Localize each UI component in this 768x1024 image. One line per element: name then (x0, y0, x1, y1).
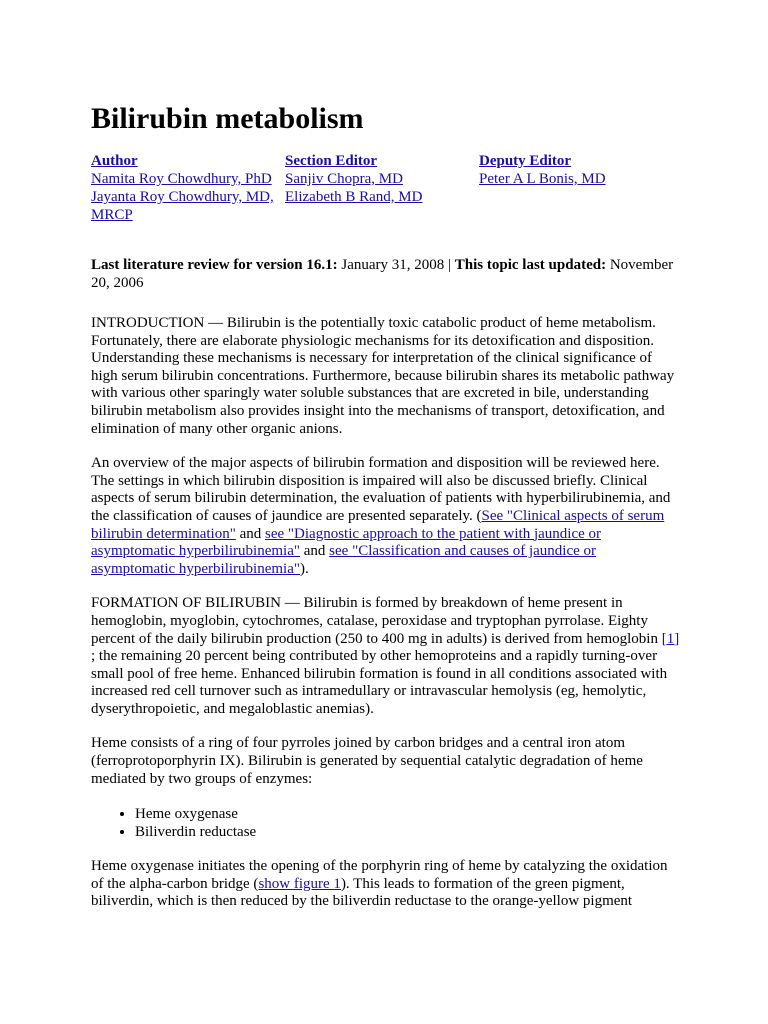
intro-paragraph: INTRODUCTION — Bilirubin is the potentially toxic catabolic product of heme metabolism. Fortunately, there are elaborate physiologic mechanisms for its detoxification and disposition. Understanding these mechanisms is necessary for interpretation of the clinical significance of high serum bilirubin concentrations. Furthermore, because bilirubin shares its metabolic pathway with various other sparingly water soluble substances that are excreted in bile, understanding bilirubin metabolism also provides insight into the mechanisms of transport, detoxification, and elimination of many other organic anions. (91, 315, 675, 437)
section-editor-column (285, 152, 479, 224)
diagnostic-approach-link[interactable]: see "Diagnostic approach to the patient with jaundice or asymptomatic hyperbilirubinemia" (91, 525, 602, 560)
overview-and-2: and (300, 543, 330, 560)
updated-date: November 20, 2006 (91, 257, 674, 291)
overview-paragraph (91, 455, 681, 578)
deputy-editor-column (479, 152, 673, 224)
formation-text-b: ; the remaining 20 percent being contributed by other hemoproteins and a rapidly turning-over small pool of free heme. Enhanced bilirubin formation is found in all conditions associated with increased red cell turnover such as intramedullary or intravascular hemolysis (eg, hemolytic, dyserythropoietic, and megaloblastic anemias). (91, 648, 668, 717)
oxygenase-text-a: Heme oxygenase initiates the opening of the porphyrin ring of heme by catalyzing the oxidation of the alpha-carbon bridge ( (91, 858, 668, 892)
overview-text: An overview of the major aspects of bilirubin formation and disposition will be reviewed here. The settings in which bilirubin disposition is impaired will also be discussed briefly. Clinical aspects of serum bilirubin determination, the evaluation of patients with hyperbilirubinemia, and the classification of causes of jaundice are presented separately. ( (91, 455, 671, 524)
updated-label: This topic last updated: (454, 257, 607, 273)
formation-paragraph (91, 595, 681, 718)
page-title: Bilirubin metabolism (91, 102, 364, 135)
review-separator: | (444, 257, 455, 273)
section-editor-heading-link[interactable]: Section Editor (285, 153, 378, 169)
review-date: January 31, 2008 (337, 257, 445, 273)
list-item: • Heme oxygenase (135, 805, 681, 823)
reference-1-link[interactable]: [1] (661, 630, 680, 647)
section-editor-link-2[interactable]: Elizabeth B Rand, MD (285, 189, 423, 205)
author-link-1[interactable]: Namita Roy Chowdhury, PhD (91, 171, 272, 187)
formation-text-a: FORMATION OF BILIRUBIN — Bilirubin is formed by breakdown of heme present in hemoglobin, myoglobin, cytochromes, catalase, peroxidase and tryptophan pyrrolase. Eighty percent of the daily bilirubin production (250 to 400 mg in adults) is derived from hemoglobin (91, 595, 662, 647)
deputy-editor-link-1[interactable]: Peter A L Bonis, MD (479, 171, 606, 187)
overview-end: ). (300, 560, 309, 577)
enzyme-list (91, 805, 681, 841)
author-heading-link[interactable]: Author (91, 153, 138, 169)
editor-block (91, 152, 681, 224)
document-page (91, 100, 681, 928)
heme-paragraph: Heme consists of a ring of four pyrroles joined by carbon bridges and a central iron atom (ferroprotoporphyrin IX). Bilirubin is generated by sequential catalytic degradation of heme mediated by two groups of enzymes: (91, 735, 643, 787)
list-item: • Biliverdin reductase (135, 823, 681, 841)
oxygenase-text-b: ). This leads to formation of the green pigment, biliverdin, which is then reduced by the biliverdin reductase to the orange-yellow pigment (91, 875, 633, 910)
author-link-2[interactable]: Jayanta Roy Chowdhury, MD, MRCP (91, 189, 274, 223)
section-editor-link-1[interactable]: Sanjiv Chopra, MD (285, 171, 403, 187)
review-label: Last literature review for version 16.1: (91, 257, 338, 273)
deputy-editor-heading-link[interactable]: Deputy Editor (479, 153, 572, 169)
clinical-aspects-link[interactable]: See "Clinical aspects of serum bilirubin determination" (91, 507, 665, 542)
overview-and-1: and (235, 525, 266, 542)
review-info (91, 256, 681, 292)
classification-link[interactable]: see "Classification and causes of jaundice or asymptomatic hyperbilirubinemia" (91, 543, 597, 577)
author-column (91, 152, 285, 224)
show-figure-1-link[interactable]: show figure 1 (258, 875, 341, 892)
oxygenase-paragraph (91, 858, 681, 911)
